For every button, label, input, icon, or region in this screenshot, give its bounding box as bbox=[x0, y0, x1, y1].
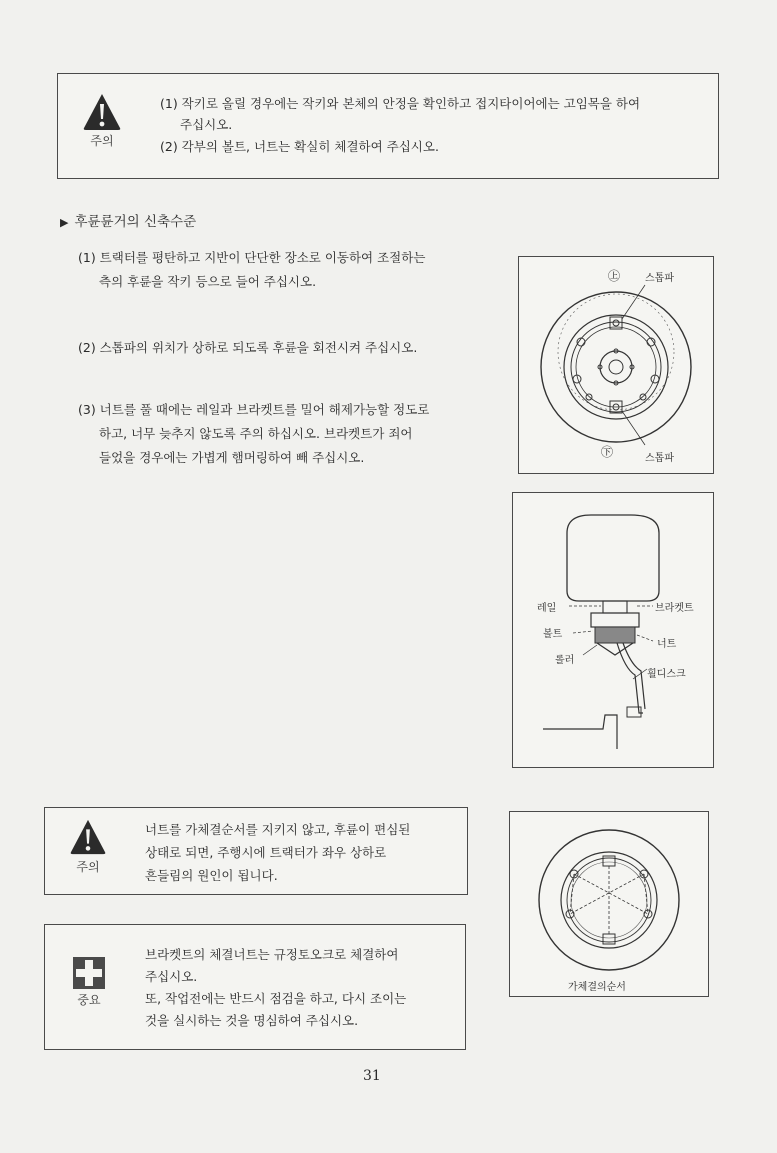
caution-item-1-line-1: (1) 작키로 올릴 경우에는 작키와 본체의 안정을 확인하고 접지타이어에는 고임목을 하여 bbox=[160, 96, 641, 111]
tightening-order-caption: 가체결의순서 bbox=[568, 982, 626, 993]
important-line-1: 브라켓트의 체결너트는 규정토오크로 체결하여 bbox=[145, 947, 399, 962]
rail-label: 레일 bbox=[537, 603, 557, 614]
triangle-bullet-icon: ▶ bbox=[60, 216, 69, 229]
mark-bottom-label: ㊦ bbox=[601, 445, 614, 459]
step-3-line-1: (3) 너트를 풀 때에는 레일과 브라켓트를 밀어 해제가능할 정도로 bbox=[78, 402, 430, 417]
important-cross-icon bbox=[73, 957, 105, 989]
step-3-line-3: 들었을 경우에는 가볍게 햄머링하여 빼 주십시오. bbox=[99, 450, 365, 465]
caution-mid-line-1: 너트를 가체결순서를 지키지 않고, 후륜이 편심된 bbox=[145, 822, 411, 837]
stopper-label-top: 스톱파 bbox=[645, 273, 674, 284]
bolt-label: 볼트 bbox=[543, 629, 563, 640]
step-1-line-1: (1) 트랙터를 평탄하고 지반이 단단한 장소로 이동하여 조절하는 bbox=[78, 250, 426, 265]
step-1-line-2: 측의 후륜을 작키 등으로 들어 주십시오. bbox=[99, 274, 317, 289]
bracket-label: 브라켓트 bbox=[655, 603, 694, 614]
caution-box-middle bbox=[44, 807, 468, 895]
figure-wheel-stoppers bbox=[518, 256, 714, 474]
figure-bracket-section bbox=[512, 492, 714, 768]
caution-item-2: (2) 각부의 볼트, 너트는 확실히 체결하여 주십시오. bbox=[160, 139, 439, 154]
important-box bbox=[44, 924, 466, 1050]
caution-mid-line-3: 흔들림의 원인이 됩니다. bbox=[145, 868, 278, 883]
warning-icon bbox=[82, 92, 122, 132]
warning-icon bbox=[69, 818, 107, 856]
page-number: 31 bbox=[363, 1068, 381, 1084]
mark-top-label: ㊤ bbox=[608, 269, 621, 283]
important-line-3: 또, 작업전에는 반드시 점검을 하고, 다시 조이는 bbox=[145, 991, 407, 1006]
important-caption: 중요 bbox=[77, 993, 101, 1007]
wheel-diagram bbox=[519, 257, 713, 473]
wheel-disc-label: 휠디스크 bbox=[647, 669, 686, 680]
step-3-line-2: 하고, 너무 늦추지 않도록 주의 하십시오. 브라켓트가 죄어 bbox=[99, 426, 413, 441]
tightening-order-diagram bbox=[510, 812, 708, 996]
figure-tightening-order bbox=[509, 811, 709, 997]
section-heading bbox=[60, 210, 196, 230]
caution-box-top bbox=[57, 73, 719, 179]
important-line-4: 것을 실시하는 것을 명심하여 주십시오. bbox=[145, 1013, 359, 1028]
caution-caption: 주의 bbox=[90, 134, 114, 148]
caution-caption: 주의 bbox=[76, 860, 100, 874]
important-line-2: 주십시오. bbox=[145, 969, 198, 984]
nut-label: 너트 bbox=[657, 639, 677, 650]
step-2: (2) 스톱파의 위치가 상하로 되도록 후륜을 회전시켜 주십시오. bbox=[78, 340, 418, 355]
caution-mid-line-2: 상태로 되면, 주행시에 트랙터가 좌우 상하로 bbox=[145, 845, 387, 860]
section-title: 후륜륜거의 신축수준 bbox=[74, 214, 197, 230]
roller-label: 롤러 bbox=[555, 655, 575, 666]
caution-item-1-line-2: 주십시오. bbox=[180, 117, 233, 132]
stopper-label-bottom: 스톱파 bbox=[645, 453, 674, 464]
